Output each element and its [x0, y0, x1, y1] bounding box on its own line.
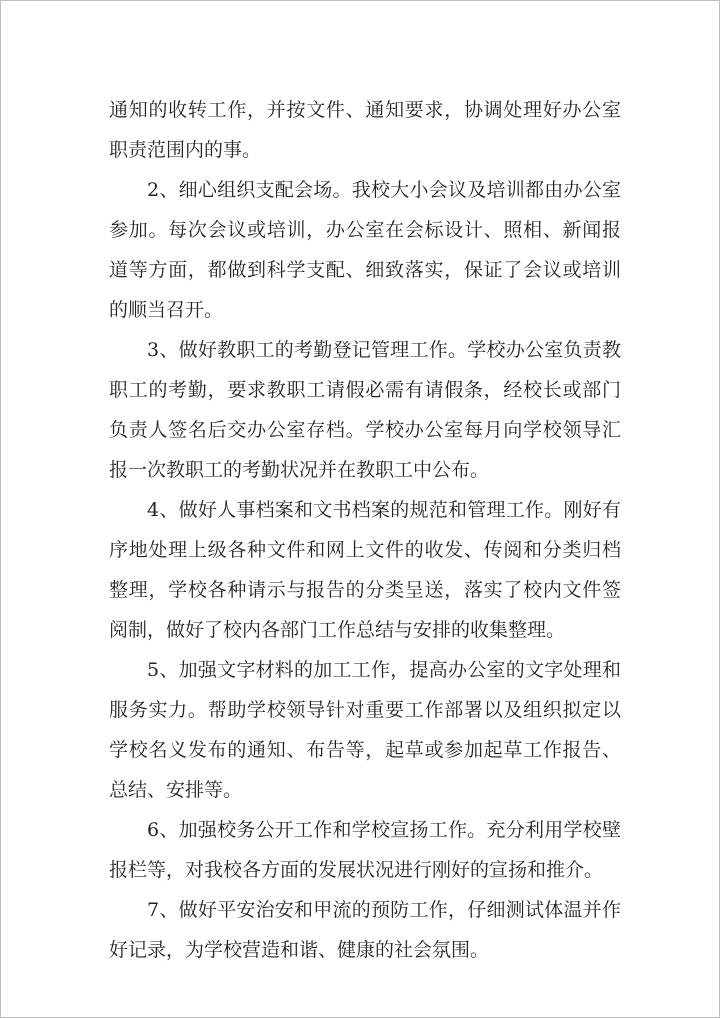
paragraph-item-6: 6、加强校务公开工作和学校宣扬工作。充分利用学校壁报栏等，对我校各方面的发展状况进行刚好的宣扬和推介。 [109, 819, 621, 881]
document-body [109, 90, 621, 970]
paragraph-item-2: 2、细心组织支配会场。我校大小会议及培训都由办公室参加。每次会议或培训，办公室在会标设计、照相、新闻报道等方面，都做到科学支配、细致落实，保证了会议或培训的顺当召开。 [109, 179, 621, 321]
paragraph-item-4: 4、做好人事档案和文书档案的规范和管理工作。刚好有序地处理上级各种文件和网上文件的收发、传阅和分类归档整理，学校各种请示与报告的分类呈送，落实了校内文件签阅制，做好了校内各部门工作总结与安排的收集整理。 [109, 499, 621, 641]
paragraph-item-3: 3、做好教职工的考勤登记管理工作。学校办公室负责教职工的考勤，要求教职工请假必需有请假条，经校长或部门负责人签名后交办公室存档。学校办公室每月向学校领导汇报一次教职工的考勤状况并在教职工中公布。 [109, 339, 621, 481]
paragraph-item-5: 5、加强文字材料的加工工作，提高办公室的文字处理和服务实力。帮助学校领导针对重要工作部署以及组织拟定以学校名义发布的通知、布告等，起草或参加起草工作报告、总结、安排等。 [109, 659, 621, 801]
paragraph-continuation: 通知的收转工作，并按文件、通知要求，协调处理好办公室职责范围内的事。 [109, 99, 621, 161]
paragraph-item-7: 7、做好平安治安和甲流的预防工作，仔细测试体温并作好记录，为学校营造和谐、健康的社会氛围。 [109, 899, 621, 961]
